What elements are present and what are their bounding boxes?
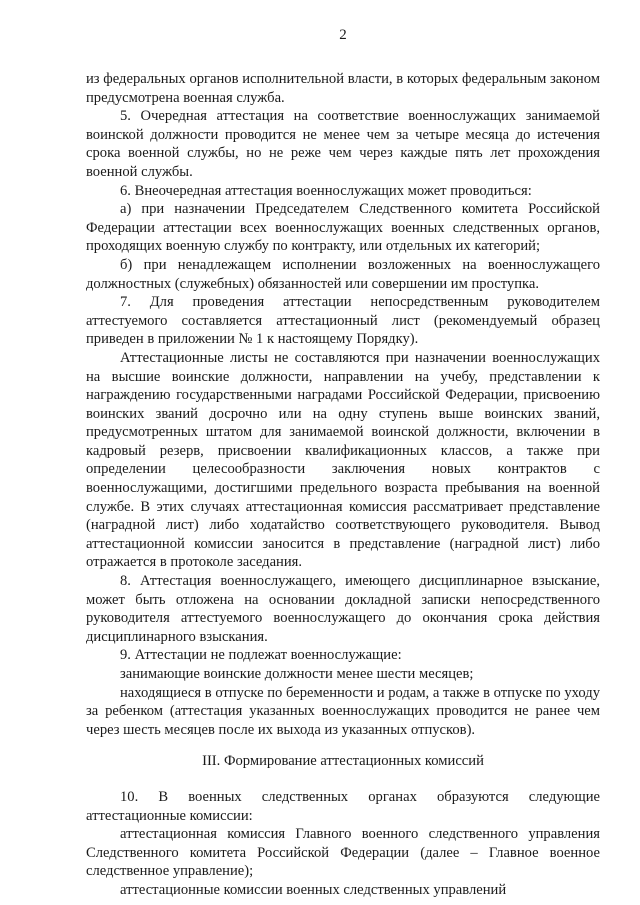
document-body (86, 70, 600, 900)
paragraph-item-10: 10. В военных следственных органах образуются следующие аттестационные комиссии: (86, 788, 600, 824)
paragraph-item-7: 7. Для проведения аттестации непосредственным руководителем аттестуемого составляется аттестационный лист (рекомендуемый образец приведен в приложении № 1 к настоящему Порядку). (86, 294, 600, 348)
paragraph-item-10-second: аттестационные комиссии военных следственных управлений (120, 881, 507, 898)
paragraph-item-6: 6. Внеочередная аттестация военнослужащих может проводиться: (120, 182, 532, 199)
paragraph-continuation: из федеральных органов исполнительной власти, в которых федеральным законом предусмотрена военная служба. (86, 71, 600, 106)
paragraph-item-9-first: занимающие воинские должности менее шести месяцев; (120, 666, 474, 682)
paragraph-item-5: 5. Очередная аттестация на соответствие военнослужащих занимаемой воинской должности проводится не менее чем за четыре месяца до истечения срока военной службы, но не реже чем через каждые пять лет прохождения военной службы. (86, 108, 600, 180)
page-number: 2 (339, 27, 347, 43)
paragraph-item-6a: а) при назначении Председателем Следственного комитета Российской Федерации аттестации всех военнослужащих военных следственных органов, проходящих военную службу по контракту, или отдельных их категорий; (86, 201, 600, 255)
paragraph-item-8: 8. Аттестация военнослужащего, имеющего дисциплинарное взыскание, может быть отложена на основании докладной записки непосредственного руководителя аттестуемого военнослужащего до окончания срока действия дисциплинарного взыскания. (86, 573, 600, 645)
paragraph-item-9: 9. Аттестации не подлежат военнослужащие: (120, 647, 402, 664)
paragraph-attestation-sheets: Аттестационные листы не составляются при назначении военнослужащих на высшие воинские должности, направлении на учебу, представлении к награждению государственными наградами Российской Федерации, присвоению воинских званий досрочно или на одну ступень выше воинских званий, предусмотренных штатом для занимаемой воинской должности, включении в кадровый резерв, присвоении квалификационных классов, а также при определении целесообразности заключения новых контрактов с военнослужащими, достигшими предельного возраста пребывания на военной службе. В этих случаях аттестационная комиссия рассматривает представление (наградной лист) либо ходатайство соответствующего руководителя. Вывод аттестационной комиссии заносится в представление (наградной лист) либо отражается в протоколе заседания. (86, 349, 600, 571)
section-heading: III. Формирование аттестационных комиссий (202, 753, 484, 770)
paragraph-item-9-second: находящиеся в отпуске по беременности и родам, а также в отпуске по уходу за ребенком (аттестация указанных военнослужащих проводится не ранее чем через шесть месяцев после их выхода из указанных отпусков). (86, 684, 600, 738)
paragraph-item-10-first: аттестационная комиссия Главного военного следственного управления Следственного комитета Российской Федерации (далее – Главное военное следственное управление); (86, 826, 600, 880)
paragraph-item-6b: б) при ненадлежащем исполнении возложенных на военнослужащего должностных (служебных) обязанностей или совершении им проступка. (86, 256, 600, 292)
